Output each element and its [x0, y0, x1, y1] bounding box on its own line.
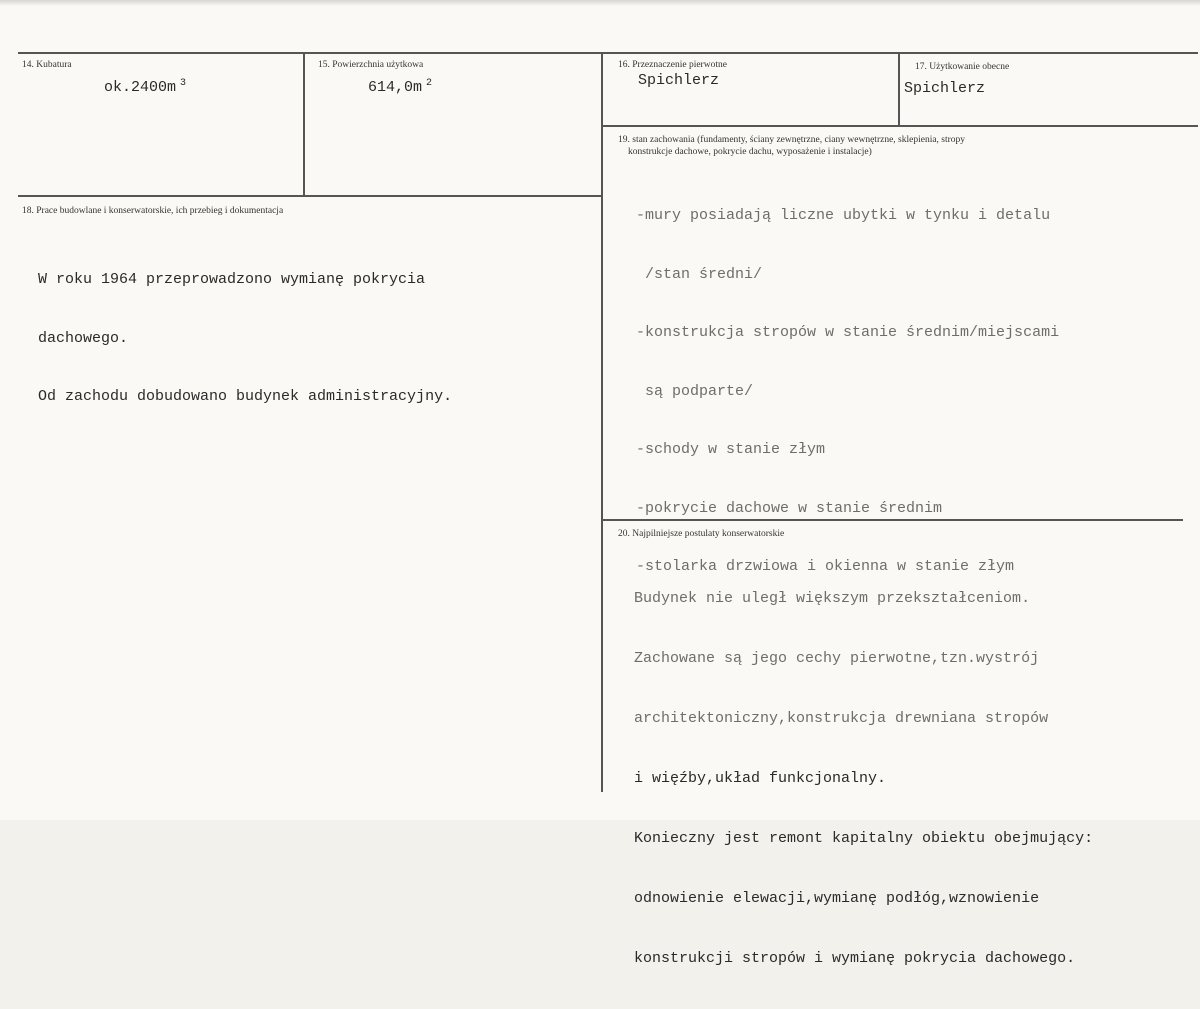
- field-18-line-1: W roku 1964 przeprowadzono wymianę pokrycia: [38, 271, 426, 288]
- top-edge-shadow: [0, 0, 1200, 6]
- rule-v-left-right: [601, 52, 603, 792]
- field-19-label-line-2: konstrukcje dachowe, pokrycie dachu, wyposażenie i instalacje): [628, 147, 872, 157]
- area-unit-exponent: 2: [426, 78, 433, 89]
- field-19-line-7: -stolarka drzwiowa i okienna w stanie złym: [636, 558, 1015, 575]
- field-16-value: Spichlerz: [638, 72, 720, 89]
- field-20-line-1: Budynek nie uległ większym przekształceniom.: [634, 590, 1031, 607]
- rule-under-16-17: [601, 125, 1198, 127]
- field-14-label: 14. Kubatura: [22, 60, 72, 70]
- field-19-line-3: -konstrukcja stropów w stanie średnim/miejscami: [636, 324, 1060, 341]
- field-20-line-3: architektoniczny,konstrukcja drewniana stropów: [634, 710, 1049, 727]
- field-16-label: 16. Przeznaczenie pierwotne: [618, 60, 727, 70]
- usable-area-value: 614,0m: [368, 79, 423, 96]
- field-18-text: [38, 231, 452, 446]
- rule-top: [18, 52, 1198, 54]
- field-18-label: 18. Prace budowlane i konserwatorskie, ich przebieg i dokumentacja: [22, 206, 284, 216]
- field-15-value: [368, 74, 432, 98]
- field-18-line-2: dachowego.: [38, 329, 129, 347]
- field-20-line-6: odnowienie elewacji,wymianę podłóg,wznowienie: [634, 890, 1040, 907]
- field-19-label-line-1: 19. stan zachowania (fundamenty, ściany zewnętrzne, ciany wewnętrzne, sklepienia, stropy: [618, 135, 966, 145]
- rule-v-14-15: [303, 52, 305, 196]
- field-19-line-2: /stan średni/: [636, 265, 763, 283]
- field-18-line-3: Od zachodu dobudowano budynek administracyjny.: [38, 388, 453, 405]
- field-20-text: [634, 549, 1093, 1009]
- field-19-line-5: -schody w stanie złym: [636, 441, 826, 458]
- rule-v-16-17: [898, 52, 900, 126]
- rule-under-14-15: [18, 195, 602, 197]
- cubature-unit-exponent: 3: [180, 78, 187, 89]
- field-19-line-1: -mury posiadają liczne ubytki w tynku i detalu: [636, 207, 1051, 224]
- field-17-value: Spichlerz: [904, 80, 986, 97]
- field-19-line-4: są podparte/: [636, 382, 754, 400]
- field-20-label: 20. Najpilniejsze postulaty konserwatorskie: [618, 529, 785, 539]
- field-20-line-7: konstrukcji stropów i wymianę pokrycia dachowego.: [634, 950, 1076, 967]
- field-19-line-6: -pokrycie dachowe w stanie średnim: [636, 499, 943, 517]
- field-20-line-2: Zachowane są jego cechy pierwotne,tzn.wystrój: [634, 650, 1040, 667]
- field-20-line-5: Konieczny jest remont kapitalny obiektu obejmujący:: [634, 830, 1094, 847]
- field-15-label: 15. Powierzchnia użytkowa: [318, 60, 424, 70]
- cubature-value: ok.2400m: [104, 79, 177, 96]
- field-17-label: 17. Użytkowanie obecne: [915, 62, 1010, 72]
- field-14-value: [104, 74, 186, 98]
- field-20-line-4: i więźby,układ funkcjonalny.: [634, 770, 887, 787]
